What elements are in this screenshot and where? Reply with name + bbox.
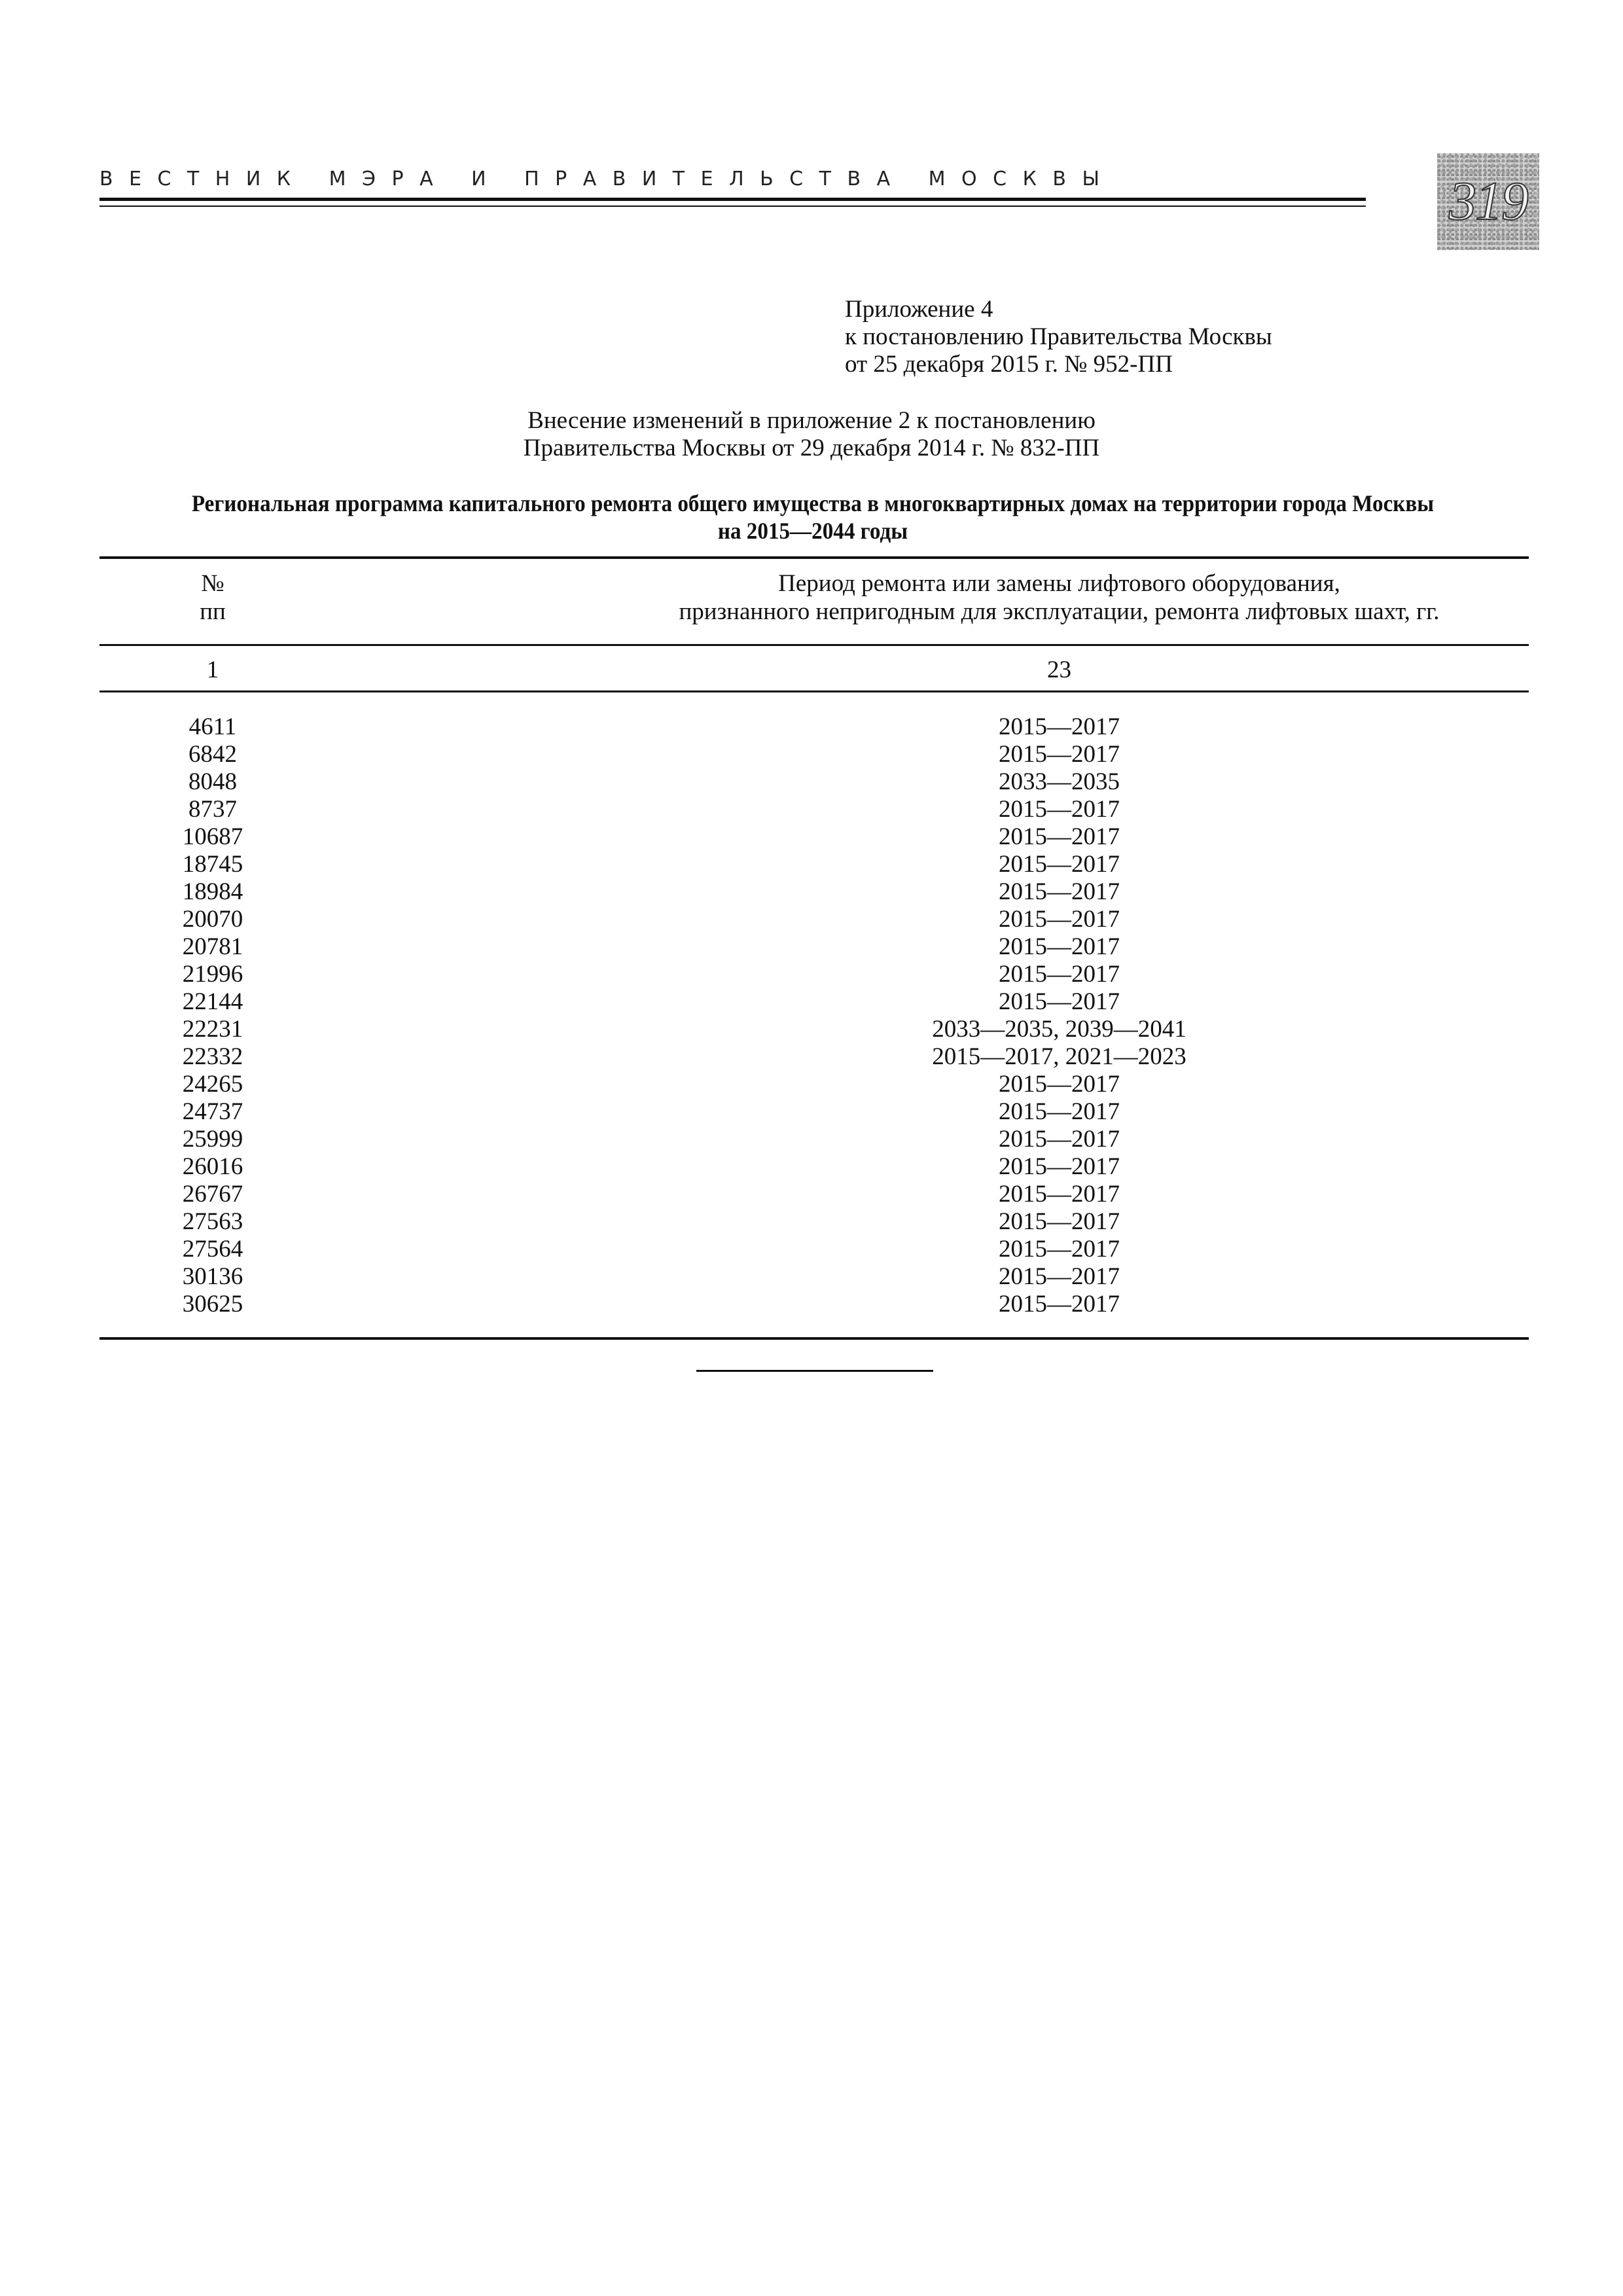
table-row-number: 20781 (182, 933, 243, 960)
table-row-period: 2015—2017 (999, 851, 1120, 878)
column-numbers-rule (99, 691, 1529, 692)
column-number-1: 1 (206, 656, 219, 683)
table-row-number: 18984 (182, 878, 243, 905)
table-row-period: 2015—2017 (999, 823, 1120, 850)
table-row-period: 2015—2017 (999, 1071, 1120, 1098)
table-row-period: 2015—2017 (999, 878, 1120, 905)
table-row-number: 26767 (182, 1181, 243, 1208)
header-number-sign: № (201, 570, 224, 597)
appendix-line-3: от 25 декабря 2015 г. № 952-ПП (845, 351, 1173, 378)
table-row-period: 2015—2017 (999, 933, 1120, 960)
table-bottom-rule (99, 1337, 1529, 1340)
table-row-period: 2015—2017 (999, 1263, 1120, 1290)
table-row-period: 2015—2017 (999, 796, 1120, 823)
program-title (156, 490, 1469, 545)
appendix-line-2: к постановлению Правительства Москвы (845, 323, 1272, 350)
table-row-number: 18745 (182, 851, 243, 878)
table-row-number: 8048 (188, 768, 237, 795)
table-row-period: 2033—2035 (999, 768, 1120, 795)
table-row-period: 2015—2017 (999, 1153, 1120, 1180)
table-row-number: 30136 (182, 1263, 243, 1290)
table-row-period: 2015—2017 (999, 906, 1120, 933)
table-row-number: 27563 (182, 1208, 243, 1235)
table-row-number: 27564 (182, 1236, 243, 1263)
table-row-number: 30625 (182, 1291, 243, 1318)
row-periods-column (560, 713, 1559, 1318)
table-row-period: 2015—2017, 2021—2023 (932, 1043, 1186, 1070)
page-number: 319 (1449, 171, 1527, 232)
table-top-rule (99, 556, 1529, 559)
table-row-number: 25999 (182, 1126, 243, 1153)
table-row-period: 2015—2017 (999, 988, 1120, 1015)
table-row-period: 2015—2017 (999, 713, 1120, 740)
table-row-period: 2015—2017 (999, 741, 1120, 768)
table-row-number: 8737 (188, 796, 237, 823)
header-col-number (99, 569, 326, 626)
table-row-number: 10687 (182, 823, 243, 850)
table-row-number: 22231 (182, 1016, 243, 1043)
table-row-number: 4611 (188, 713, 237, 740)
header-rule-thin (99, 206, 1366, 207)
changes-line-2: Правительства Москвы от 29 декабря 2014 г. № 832-ПП (523, 435, 1100, 461)
table-row-period: 2015—2017 (999, 1236, 1120, 1263)
changes-heading (0, 407, 1623, 462)
table-row-period: 2015—2017 (999, 1181, 1120, 1208)
table-row-period: 2015—2017 (999, 1098, 1120, 1125)
header-pp: пп (200, 598, 226, 625)
table-row-period: 2015—2017 (999, 1126, 1120, 1153)
table-row-number: 20070 (182, 906, 243, 933)
row-numbers-column (99, 713, 326, 1318)
table-row-number: 21996 (182, 961, 243, 988)
table-row-number: 24265 (182, 1071, 243, 1098)
column-number-2: 23 (1047, 656, 1071, 683)
appendix-line-1: Приложение 4 (845, 296, 993, 323)
table-row-number: 22144 (182, 988, 243, 1015)
header-period-line-1: Период ремонта или замены лифтового оборудования, (778, 570, 1340, 597)
page-number-badge (1437, 153, 1539, 250)
program-title-line-1: Региональная программа капитального ремонта общего имущества в многоквартирных домах на территории города Москвы (191, 490, 1435, 516)
table-row-period: 2033—2035, 2039—2041 (932, 1016, 1186, 1043)
program-title-line-2: на 2015—2044 годы (717, 518, 908, 544)
journal-title: ВЕСТНИК МЭРА И ПРАВИТЕЛЬСТВА МОСКВЫ (99, 168, 1116, 190)
table-row-number: 22332 (182, 1043, 243, 1070)
table-row-period: 2015—2017 (999, 961, 1120, 988)
table-row-number: 26016 (182, 1153, 243, 1180)
end-separator (696, 1370, 933, 1372)
table-row-period: 2015—2017 (999, 1291, 1120, 1318)
table-row-period: 2015—2017 (999, 1208, 1120, 1235)
header-rule-thick (99, 198, 1366, 201)
changes-line-1: Внесение изменений в приложение 2 к постановлению (527, 407, 1096, 434)
appendix-block (845, 296, 1272, 378)
header-period-line-2: признанного непригодным для эксплуатации, ремонта лифтовых шахт, гг. (679, 598, 1440, 625)
table-row-number: 24737 (182, 1098, 243, 1125)
header-col-period (560, 569, 1559, 626)
header-bottom-rule (99, 644, 1529, 646)
table-row-number: 6842 (188, 741, 237, 768)
